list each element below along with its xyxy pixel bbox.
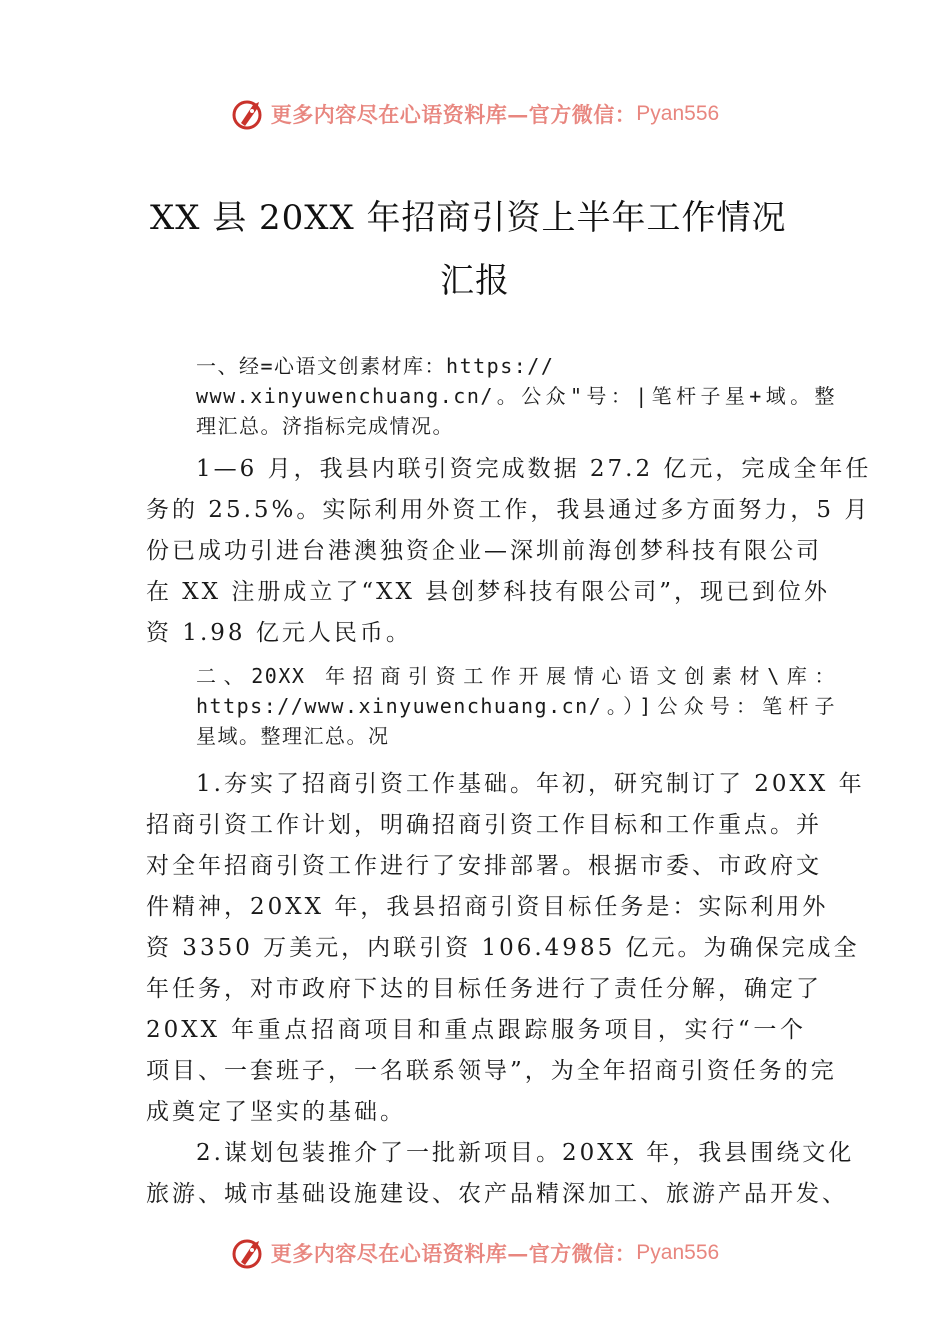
para1-line: 1—6 月，我县内联引资完成数据 27.2 亿元，完成全年任 bbox=[196, 456, 872, 482]
pen-nib-logo-icon bbox=[231, 1235, 267, 1271]
section1-line: 一、经=心语文创素材库：https:// bbox=[196, 354, 555, 378]
para2-line: 件精神，20XX 年，我县招商引资目标任务是：实际利用外 bbox=[146, 894, 829, 920]
header-banner bbox=[0, 94, 950, 134]
para3-line: 旅游、城市基础设施建设、农产品精深加工、旅游产品开发、 bbox=[146, 1181, 848, 1207]
footer-banner bbox=[0, 1233, 950, 1273]
para2-line: 项目、一套班子，一名联系领导”，为全年招商引资任务的完 bbox=[146, 1058, 837, 1084]
para2-line: 20XX 年重点招商项目和重点跟踪服务项目，实行“一个 bbox=[146, 1017, 806, 1043]
para1-line: 资 1.98 亿元人民币。 bbox=[146, 620, 412, 646]
document-title-line1: XX 县 20XX 年招商引资上半年工作情况 bbox=[150, 198, 787, 238]
section2-line: https://www.xinyuwenchuang.cn/。）]公众号：笔杆子 bbox=[196, 694, 836, 718]
section2-line: 星域。整理汇总。况 bbox=[196, 724, 390, 748]
section1-line: www.xinyuwenchuang.cn/。公众"号：|笔杆子星+域。整 bbox=[196, 384, 836, 408]
para3-line: 2.谋划包装推介了一批新项目。20XX 年，我县围绕文化 bbox=[196, 1140, 855, 1166]
para1-line: 在 XX 注册成立了“XX 县创梦科技有限公司”，现已到位外 bbox=[146, 579, 830, 605]
footer-banner-handle: Pyan556 bbox=[636, 1241, 720, 1264]
para1-line: 务的 25.5%。实际利用外资工作，我县通过多方面努力，5 月 bbox=[146, 497, 871, 523]
para2-line: 1.夯实了招商引资工作基础。年初，研究制订了 20XX 年 bbox=[196, 771, 865, 797]
section1-line: 理汇总。济指标完成情况。 bbox=[196, 414, 454, 438]
para2-line: 资 3350 万美元，内联引资 106.4985 亿元。为确保完成全 bbox=[146, 935, 860, 961]
header-banner-handle: Pyan556 bbox=[636, 102, 720, 125]
footer-banner-text: 更多内容尽在心语资料库—官方微信： bbox=[270, 1241, 637, 1266]
document-title-line2: 汇报 bbox=[440, 261, 510, 301]
para2-line: 对全年招商引资工作进行了安排部署。根据市委、市政府文 bbox=[146, 853, 822, 879]
pen-nib-logo-icon bbox=[231, 96, 267, 132]
header-banner-text: 更多内容尽在心语资料库—官方微信： bbox=[270, 102, 637, 127]
para2-line: 招商引资工作计划，明确招商引资工作目标和工作重点。并 bbox=[146, 812, 822, 838]
para1-line: 份已成功引进台港澳独资企业—深圳前海创梦科技有限公司 bbox=[146, 538, 822, 564]
para2-line: 年任务，对市政府下达的目标任务进行了责任分解，确定了 bbox=[146, 976, 822, 1002]
para2-line: 成奠定了坚实的基础。 bbox=[146, 1099, 406, 1125]
section2-line: 二、20XX 年招商引资工作开展情心语文创素材\库： bbox=[196, 664, 836, 688]
